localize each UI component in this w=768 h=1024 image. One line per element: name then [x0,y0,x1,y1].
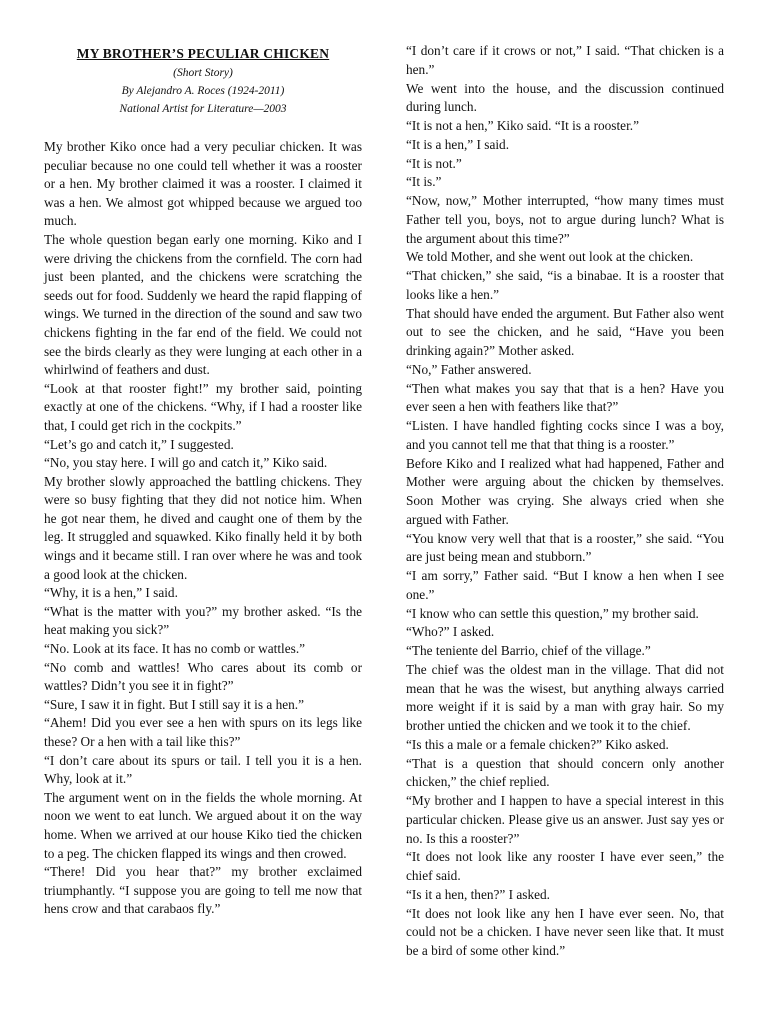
paragraph: “No comb and wattles! Who cares about its comb or wattles? Didn’t you see it in fight?” [44,659,362,694]
paragraph: “Look at that rooster fight!” my brother said, pointing exactly at one of the chickens. “Why, if I had a rooster like that, I could get rich in the cockpits.” [44,380,362,433]
paragraph: “You know very well that that is a rooster,” she said. “You are just being mean and stubborn.” [406,530,724,565]
paragraph: “The teniente del Barrio, chief of the village.” [406,643,651,658]
paragraph: “I am sorry,” Father said. “But I know a hen when I see one.” [406,568,724,602]
paragraph: “That chicken,” she said, “is a binabae. It is a rooster that looks like a hen.” [406,268,724,302]
paragraph: “Is this a male or a female chicken?” Kiko asked. [406,736,669,752]
title-spacer [44,118,362,138]
right-column [406,42,724,961]
paragraph: “I know who can settle this question,” my brother said. [406,605,699,621]
paragraph: “Who?” I asked. [406,624,495,640]
story-title: MY BROTHER’S PECULIAR CHICKEN [76,46,330,61]
left-column [44,42,362,919]
paragraph: The chief was the oldest man in the village. That did not mean that he was the wisest, but anything always carried more weight if it is said by a man with gray hair. So my brother untied the chicken and we took it to the chief. [406,661,724,733]
paragraph: “Why, it is a hen,” I said. [44,585,178,601]
story-subtitle: (Short Story) [173,67,233,79]
story-byline: By Alejandro A. Roces (1924-2011) [121,85,285,97]
paragraph: “I don’t care about its spurs or tail. I tell you it is a hen. Why, look at it.” [44,752,362,787]
paragraph: “I don’t care if it crows or not,” I said. “That chicken is a hen.” [406,43,724,77]
paragraph: “Ahem! Did you ever see a hen with spurs on its legs like these? Or a hen with a tail like this?” [44,715,362,749]
paragraph: “It does not look like any rooster I have ever seen,” the chief said. [406,849,724,883]
paragraph: “Is it a hen, then?” I asked. [406,886,550,902]
paragraph: “Then what makes you say that that is a hen? Have you ever seen a hen with feathers like that?” [406,380,724,415]
paragraph: My brother Kiko once had a very peculiar chicken. It was peculiar because no one could tell whether it was a rooster or a hen. My brother claimed it was a rooster. I claimed it was a hen. We almost got whipped because we argued too much. [44,139,362,229]
paragraph: “No,” Father answered. [406,361,532,377]
story-award: National Artist for Literature—2003 [119,103,287,115]
paragraph: Before Kiko and I realized what had happened, Father and Mother were arguing about the chicken by themselves. Soon Mother was crying. She always cried when she argued with Father. [406,455,724,527]
paragraph: “That is a question that should concern only another chicken,” the chief replied. [406,755,724,790]
paragraph: “Now, now,” Mother interrupted, “how many times must Father tell you, boys, not to argue during lunch? What is the argument about this time?” [406,193,724,246]
paragraph: “No, you stay here. I will go and catch it,” Kiko said. [44,455,328,471]
paragraph: That should have ended the argument. But Father also went out to see the chicken, and he said, “Have you been drinking again?” Mother asked. [406,305,724,358]
paragraph: “It is a hen,” I said. [406,136,510,152]
paragraph: “It is not.” [406,155,462,171]
paragraph: “No. Look at its face. It has no comb or wattles.” [44,641,306,657]
paragraph: The whole question began early one morning. Kiko and I were driving the chickens from the cornfield. The corn had just been planted, and the chickens were scratching the seeds out for food. Suddenly we heard the rapid flapping of wings. We turned in the direction of the sound and saw two chickens fighting in the far end of the field. We could not see the birds clearly as they were lunging at each other in a whirlwind of feathers and dust. [44,231,362,378]
paragraph: “What is the matter with you?” my brother asked. “Is the heat making you sick?” [44,603,362,638]
paragraph: “There! Did you hear that?” my brother exclaimed triumphantly. “I suppose you are going to tell me now that hens crow and that carabaos fly.” [44,864,362,917]
paragraph: My brother slowly approached the battling chickens. They were so busy fighting that they did not notice him. When he got near them, he dived and caught one of them by the leg. It struggled and squawked. Kiko finally held it by both wings and it became still. I ran over where he was and took a good look at the chicken. [44,473,362,582]
paragraph: We told Mother, and she went out look at the chicken. [406,249,694,265]
paragraph: “My brother and I happen to have a special interest in this particular chicken. Please give us an answer. Just say yes or no. Is this a rooster?” [406,793,724,846]
paragraph: “It is.” [406,174,442,190]
paragraph: “It is not a hen,” Kiko said. “It is a rooster.” [406,118,640,133]
paragraph: “Sure, I saw it in fight. But I still say it is a hen.” [44,696,304,712]
paragraph: “Let’s go and catch it,” I suggested. [44,436,234,452]
paragraph: The argument went on in the fields the whole morning. At noon we went to eat lunch. We argued about it on the way home. When we arrived at our house Kiko tied the chicken to a peg. The chicken flapped its wings and then crowed. [44,789,362,861]
paragraph: We went into the house, and the discussion continued during lunch. [406,80,724,115]
paragraph: “Listen. I have handled fighting cocks since I was a boy, and you cannot tell me that that thing is a rooster.” [406,418,724,452]
paragraph: “It does not look like any hen I have ever seen. No, that could not be a chicken. I have never seen like that. It must be a bird of some other kind.” [406,905,724,958]
